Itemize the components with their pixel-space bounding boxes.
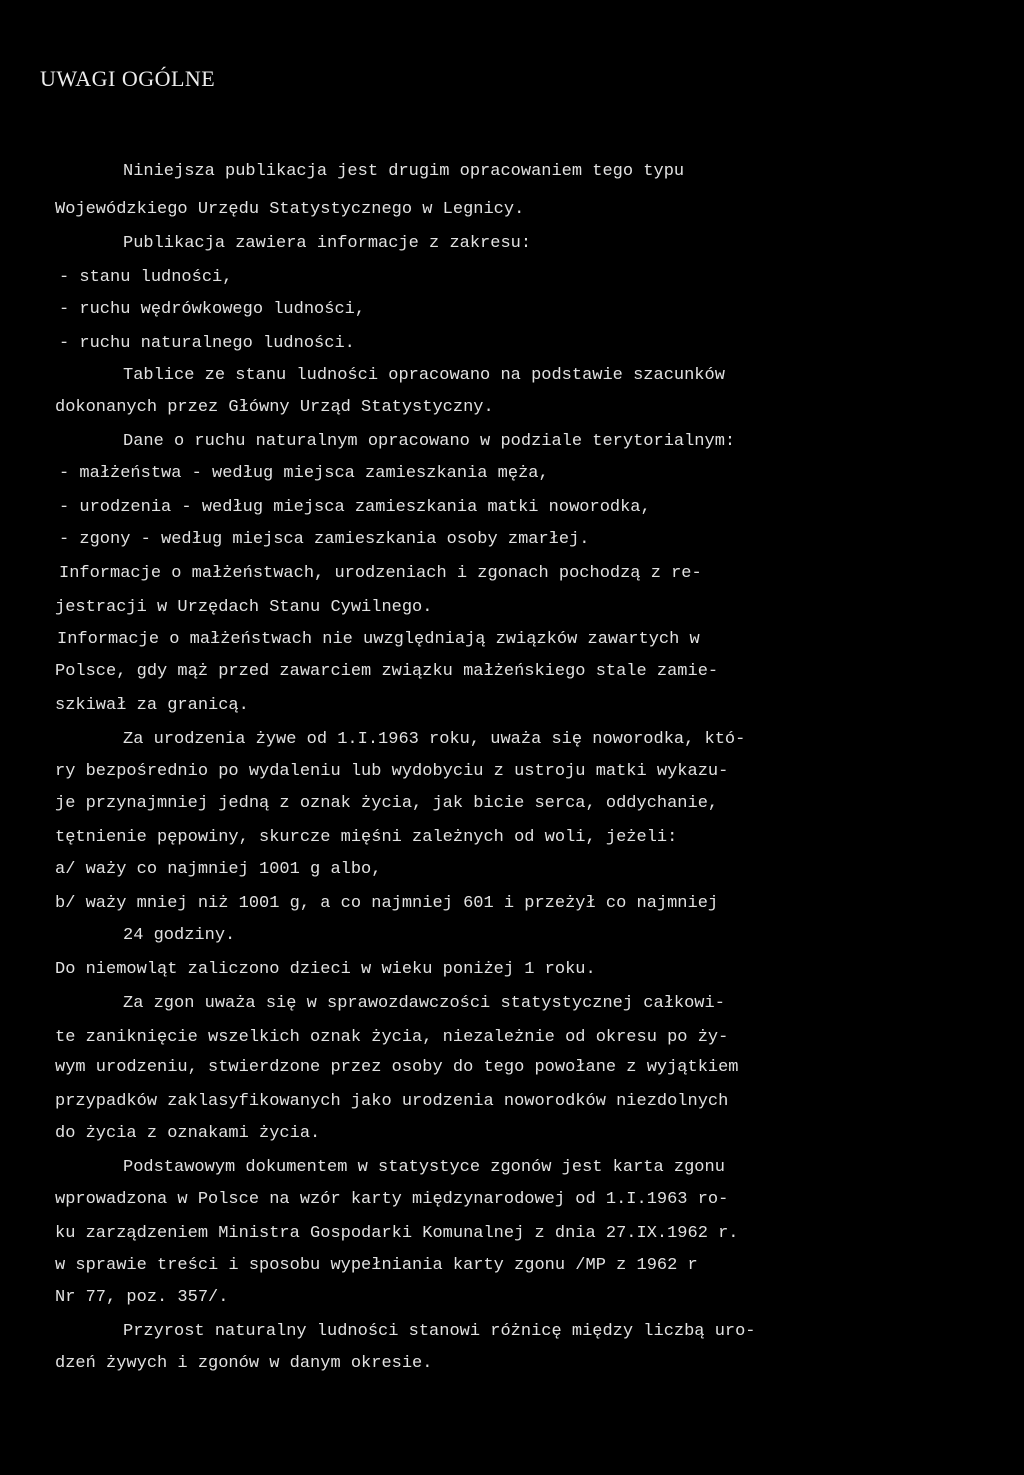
text-line: do życia z oznakami życia. — [55, 1124, 321, 1143]
text-line: - zgony - według miejsca zamieszkania osoby zmarłej. — [59, 530, 590, 549]
text-line: - ruchu naturalnego ludności. — [59, 334, 355, 353]
text-line: Nr 77, poz. 357/. — [55, 1288, 229, 1307]
text-line: Podstawowym dokumentem w statystyce zgonów jest karta zgonu — [123, 1158, 725, 1177]
text-line: Informacje o małżeństwach nie uwzględniają związków zawartych w — [57, 630, 700, 649]
text-line: dokonanych przez Główny Urząd Statystyczny. — [55, 398, 494, 417]
text-line: wprowadzona w Polsce na wzór karty międzynarodowej od 1.I.1963 ro- — [55, 1190, 729, 1209]
text-line: b/ waży mniej niż 1001 g, a co najmniej 601 i przeżył co najmniej — [55, 894, 719, 913]
text-line: Do niemowląt zaliczono dzieci w wieku poniżej 1 roku. — [55, 960, 596, 979]
text-line: Polsce, gdy mąż przed zawarciem związku małżeńskiego stale zamie- — [55, 662, 719, 681]
page-heading: UWAGI OGÓLNE — [40, 66, 216, 91]
text-line: Tablice ze stanu ludności opracowano na podstawie szacunków — [123, 366, 725, 385]
text-line: je przynajmniej jedną z oznak życia, jak bicie serca, oddychanie, — [55, 794, 719, 813]
text-line: tętnienie pępowiny, skurcze mięśni zależnych od woli, jeżeli: — [55, 828, 678, 847]
text-line: - małżeństwa - według miejsca zamieszkania męża, — [59, 464, 549, 483]
text-line: jestracji w Urzędach Stanu Cywilnego. — [55, 598, 433, 617]
text-line: te zaniknięcie wszelkich oznak życia, niezależnie od okresu po ży- — [55, 1028, 729, 1047]
text-line: a/ waży co najmniej 1001 g albo, — [55, 860, 382, 879]
text-line: Za zgon uważa się w sprawozdawczości statystycznej całkowi- — [123, 994, 725, 1013]
text-line: dzeń żywych i zgonów w danym okresie. — [55, 1354, 433, 1373]
text-line: przypadków zaklasyfikowanych jako urodzenia noworodków niezdolnych — [55, 1092, 729, 1111]
text-line: szkiwał za granicą. — [55, 696, 249, 715]
text-line: ry bezpośrednio po wydaleniu lub wydobyciu z ustroju matki wykazu- — [55, 762, 729, 781]
text-line: - ruchu wędrówkowego ludności, — [59, 300, 366, 319]
text-line: Wojewódzkiego Urzędu Statystycznego w Legnicy. — [55, 200, 525, 219]
text-line: - urodzenia - według miejsca zamieszkania matki noworodka, — [59, 498, 651, 517]
text-line: w sprawie treści i sposobu wypełniania karty zgonu /MP z 1962 r — [55, 1256, 698, 1275]
text-line: Za urodzenia żywe od 1.I.1963 roku, uważa się noworodka, któ- — [123, 730, 746, 749]
text-line: Przyrost naturalny ludności stanowi różnicę między liczbą uro- — [123, 1322, 756, 1341]
text-line: 24 godziny. — [123, 926, 236, 945]
text-line: Dane o ruchu naturalnym opracowano w podziale terytorialnym: — [123, 432, 736, 451]
text-line: Niniejsza publikacja jest drugim opracowaniem tego typu — [123, 162, 685, 181]
text-line: ku zarządzeniem Ministra Gospodarki Komunalnej z dnia 27.IX.1962 r. — [55, 1224, 739, 1243]
text-line: Publikacja zawiera informacje z zakresu: — [123, 234, 532, 253]
text-line: wym urodzeniu, stwierdzone przez osoby do tego powołane z wyjątkiem — [55, 1058, 739, 1077]
text-line: - stanu ludności, — [59, 268, 233, 287]
text-line: Informacje o małżeństwach, urodzeniach i zgonach pochodzą z re- — [59, 564, 702, 583]
